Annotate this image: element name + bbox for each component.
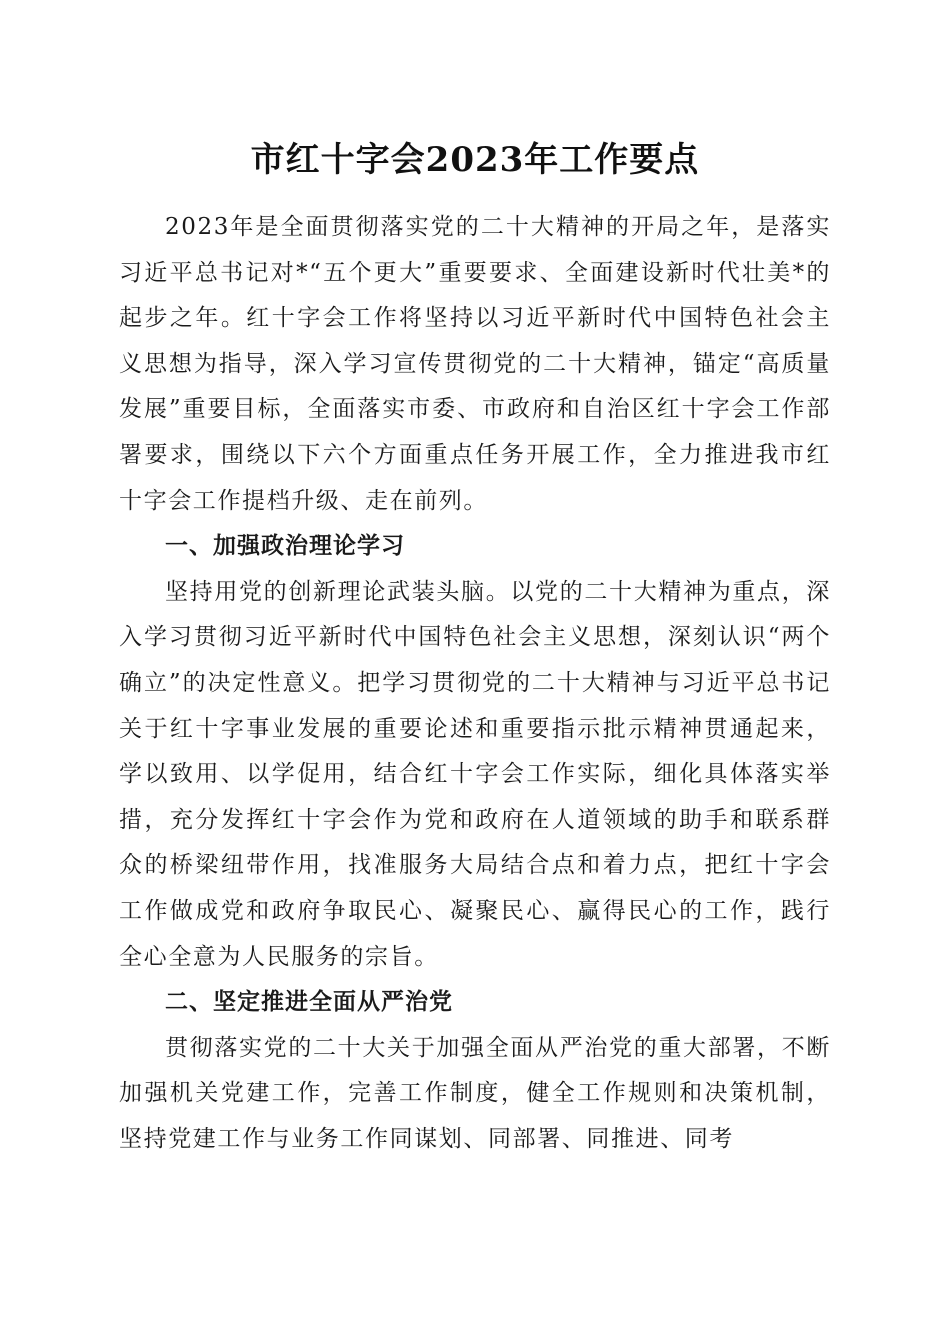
section-2-heading: 二、坚定推进全面从严治党 [165, 989, 453, 1016]
section-1-paragraph: 坚持用党的创新理论武装头脑。以党的二十大精神为重点，深入学习贯彻习近平新时代中国特色社会主义思想，深刻认识“两个确立”的决定性意义。把学习贯彻党的二十大精神与习近平总书记关于红十字事业发展的重要论述和重要指示批示精神贯通起来，学以致用、以学促用，结合红十字会工作实际，细化具体落实举措，充分发挥红十字会作为党和政府在人道领域的助手和联系群众的桥梁纽带作用，找准服务大局结合点和着力点，把红十字会工作做成党和政府争取民心、凝聚民心、赢得民心的工作，践行全心全意为人民服务的宗旨。 [119, 578, 831, 970]
document-title: 市红十字会2023年工作要点 [250, 140, 700, 180]
intro-paragraph: 2023年是全面贯彻落实党的二十大精神的开局之年，是落实习近平总书记对*“五个更大”重要要求、全面建设新时代壮美*的起步之年。红十字会工作将坚持以习近平新时代中国特色社会主义思想为指导，深入学习宣传贯彻党的二十大精神，锚定“高质量发展”重要目标，全面落实市委、市政府和自治区红十字会工作部署要求，围绕以下六个方面重点任务开展工作，全力推进我市红十字会工作提档升级、走在前列。 [119, 214, 831, 514]
section-1-heading: 一、加强政治理论学习 [165, 533, 405, 560]
document-body [119, 205, 831, 1162]
section-2-paragraph: 贯彻落实党的二十大关于加强全面从严治党的重大部署，不断加强机关党建工作，完善工作制度，健全工作规则和决策机制，坚持党建工作与业务工作同谋划、同部署、同推进、同考 [119, 1034, 831, 1152]
